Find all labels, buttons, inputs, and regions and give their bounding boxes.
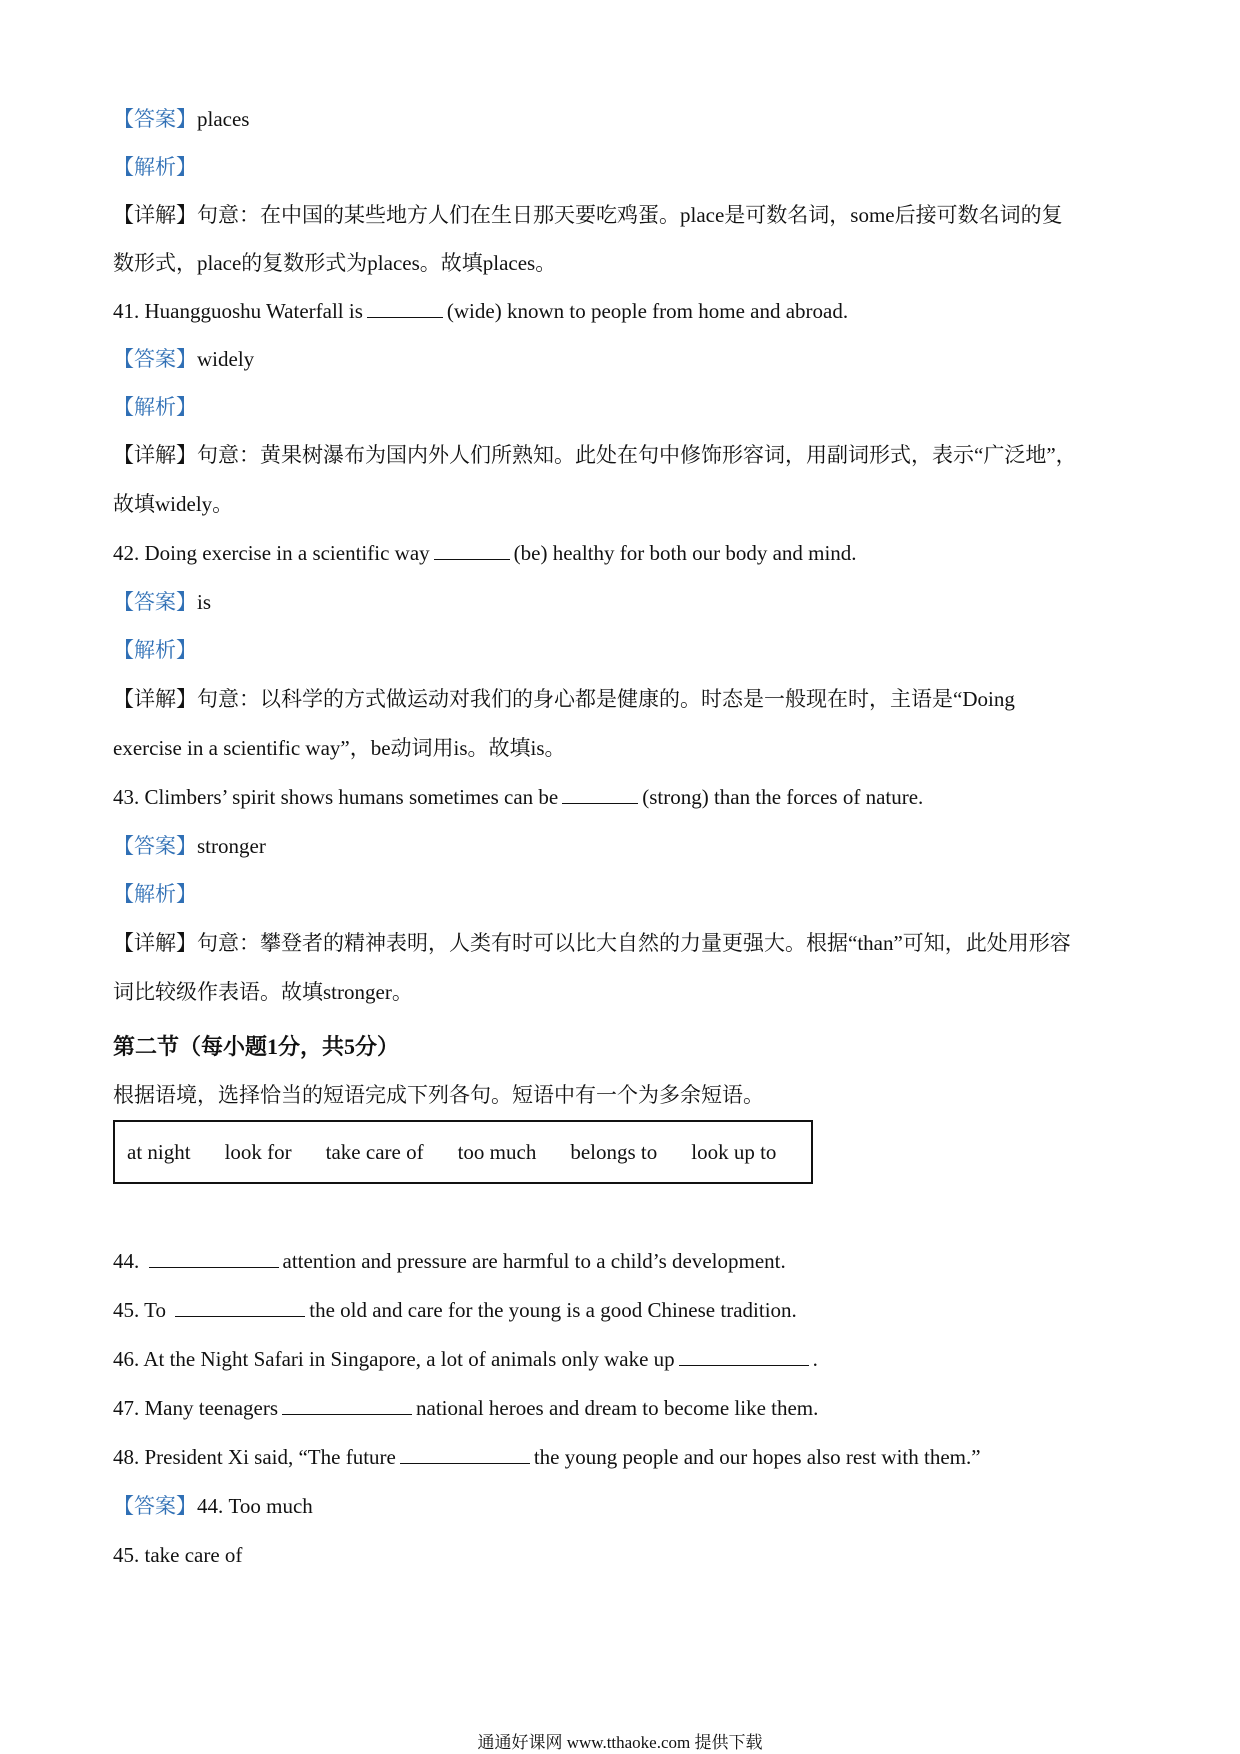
detail-tag: 【详解】 — [113, 931, 197, 955]
answer-line — [113, 1491, 1120, 1521]
detail-text: 故填widely。 — [113, 492, 234, 516]
section-title: 第二节（每小题1分，共5分） — [113, 1034, 400, 1059]
answer-tag: 【答案】 — [113, 1494, 197, 1518]
question-41 — [113, 296, 1120, 326]
detail-line — [113, 440, 1120, 470]
question-46 — [113, 1344, 1120, 1374]
question-number: 48. — [113, 1445, 140, 1469]
question-44 — [113, 1246, 1120, 1276]
blank — [149, 1249, 279, 1268]
section-instruction: 根据语境，选择恰当的短语完成下列各句。短语中有一个为多余短语。 — [113, 1083, 764, 1107]
phrase-item: look for — [224, 1139, 292, 1164]
question-43 — [113, 782, 1120, 812]
detail-line — [113, 928, 1120, 958]
question-number: 45. To — [113, 1298, 166, 1322]
analysis-line — [113, 635, 1120, 665]
blank — [679, 1347, 809, 1366]
answer-tag: 【答案】 — [113, 347, 197, 371]
question-text: Many teenagers — [144, 1396, 279, 1420]
answer-text: widely — [197, 347, 255, 371]
phrase-item: too much — [457, 1139, 537, 1164]
analysis-tag: 【解析】 — [113, 638, 197, 662]
blank — [562, 785, 638, 804]
question-number: 41. — [113, 299, 140, 323]
detail-text: 词比较级作表语。故填stronger。 — [113, 980, 413, 1004]
answer-line — [113, 104, 1120, 134]
detail-text: 句意：以科学的方式做运动对我们的身心都是健康的。时态是一般现在时，主语是“Doing — [197, 687, 1015, 711]
detail-tag: 【详解】 — [113, 443, 197, 467]
question-text: national heroes and dream to become like them. — [416, 1396, 819, 1420]
blank — [434, 541, 510, 560]
question-text: Climbers’ spirit shows humans sometimes can be — [144, 785, 559, 809]
detail-line-cont — [113, 248, 1120, 278]
question-text: the old and care for the young is a good Chinese tradition. — [309, 1298, 797, 1322]
answer-line — [113, 1540, 1120, 1570]
page-footer: 通通好课网 www.tthaoke.com 提供下载 — [477, 1733, 763, 1752]
detail-line — [113, 200, 1120, 230]
question-text: (be) healthy for both our body and mind. — [513, 541, 857, 565]
question-number: 43. — [113, 785, 140, 809]
question-number: 46. — [113, 1347, 140, 1371]
question-text: the young people and our hopes also rest with them.” — [533, 1445, 981, 1469]
detail-text: 句意：黄果树瀑布为国内外人们所熟知。此处在句中修饰形容词，用副词形式，表示“广泛地”， — [197, 443, 1077, 467]
question-48 — [113, 1442, 1120, 1472]
question-42 — [113, 538, 1120, 568]
question-45 — [113, 1295, 1120, 1325]
answer-text: 44. Too much — [197, 1494, 313, 1518]
question-text: attention and pressure are harmful to a child’s development. — [282, 1249, 786, 1273]
phrase-box — [113, 1120, 813, 1184]
question-text: President Xi said, “The future — [144, 1445, 396, 1469]
phrase-item: look up to — [691, 1139, 777, 1164]
analysis-tag: 【解析】 — [113, 395, 197, 419]
answer-tag: 【答案】 — [113, 590, 197, 614]
detail-line-cont — [113, 977, 1120, 1007]
analysis-line — [113, 879, 1120, 909]
detail-line-cont — [113, 489, 1120, 519]
detail-line — [113, 684, 1120, 714]
question-number: 42. — [113, 541, 140, 565]
analysis-tag: 【解析】 — [113, 882, 197, 906]
analysis-line — [113, 152, 1120, 182]
answer-text: 45. take care of — [113, 1543, 243, 1567]
question-text: At the Night Safari in Singapore, a lot of animals only wake up — [143, 1347, 675, 1371]
answer-tag: 【答案】 — [113, 834, 197, 858]
question-text: Huangguoshu Waterfall is — [144, 299, 363, 323]
analysis-line — [113, 392, 1120, 422]
question-text: (strong) than the forces of nature. — [642, 785, 924, 809]
question-text: . — [812, 1347, 818, 1371]
question-number: 47. — [113, 1396, 140, 1420]
answer-tag: 【答案】 — [113, 107, 197, 131]
blank — [175, 1298, 305, 1317]
blank — [367, 299, 443, 318]
question-text: Doing exercise in a scientific way — [144, 541, 430, 565]
question-text: (wide) known to people from home and abroad. — [446, 299, 849, 323]
question-number: 44. — [113, 1249, 140, 1273]
detail-text: 数形式，place的复数形式为places。故填places。 — [113, 251, 557, 275]
detail-tag: 【详解】 — [113, 687, 197, 711]
answer-line — [113, 344, 1120, 374]
phrase-item: belongs to — [570, 1139, 658, 1164]
answer-text: places — [197, 107, 250, 131]
blank — [282, 1396, 412, 1415]
phrase-item: at night — [127, 1139, 191, 1164]
answer-line — [113, 587, 1120, 617]
answer-line — [113, 831, 1120, 861]
detail-text: 句意：攀登者的精神表明，人类有时可以比大自然的力量更强大。根据“than”可知，此处用形容 — [197, 931, 1071, 955]
answer-text: stronger — [197, 834, 266, 858]
detail-tag: 【详解】 — [113, 203, 197, 227]
answer-text: is — [197, 590, 212, 614]
blank — [400, 1445, 530, 1464]
analysis-tag: 【解析】 — [113, 155, 197, 179]
detail-line-cont — [113, 733, 1120, 763]
phrase-item: take care of — [325, 1139, 424, 1164]
detail-text: exercise in a scientific way”，be动词用is。故填is。 — [113, 736, 566, 760]
question-47 — [113, 1393, 1120, 1423]
detail-text: 句意：在中国的某些地方人们在生日那天要吃鸡蛋。place是可数名词，some后接可数名词的复 — [197, 203, 1063, 227]
